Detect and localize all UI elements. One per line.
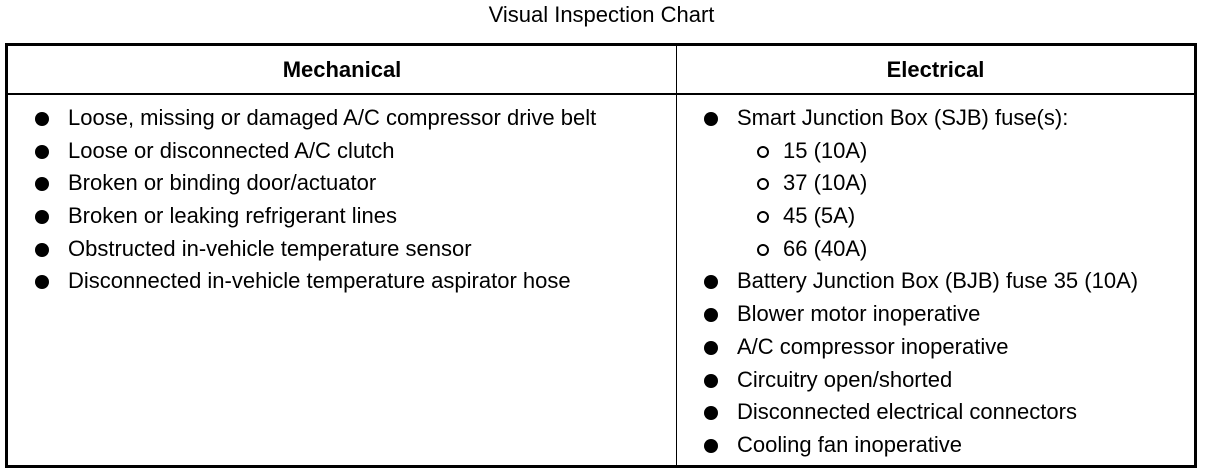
sub-list-item: 37 (10A)	[700, 167, 1200, 200]
bullet-icon	[35, 243, 49, 257]
bullet-icon	[704, 112, 718, 126]
bullet-icon	[35, 145, 49, 159]
bullet-icon	[35, 275, 49, 289]
hollow-bullet-icon	[757, 178, 769, 190]
list-item: Obstructed in-vehicle temperature sensor	[31, 233, 671, 266]
inspection-table	[5, 43, 1197, 468]
bullet-icon	[35, 177, 49, 191]
bullet-icon	[704, 308, 718, 322]
list-item: Disconnected in-vehicle temperature aspirator hose	[31, 265, 671, 298]
list-item: A/C compressor inoperative	[700, 331, 1200, 364]
list-item: Blower motor inoperative	[700, 298, 1200, 331]
bullet-icon	[704, 406, 718, 420]
electrical-header: Electrical	[886, 57, 985, 82]
bullet-icon	[35, 210, 49, 224]
table-header-row	[8, 46, 1194, 95]
bullet-icon	[704, 439, 718, 453]
list-item: Disconnected electrical connectors	[700, 396, 1200, 429]
list-item: Broken or binding door/actuator	[31, 167, 671, 200]
mechanical-header: Mechanical	[282, 57, 402, 82]
list-item: Battery Junction Box (BJB) fuse 35 (10A)	[700, 265, 1200, 298]
chart-title: Visual Inspection Chart	[488, 2, 715, 27]
list-item: Cooling fan inoperative	[700, 429, 1200, 462]
sub-list-item: 45 (5A)	[700, 200, 1200, 233]
bullet-icon	[35, 112, 49, 126]
list-item: Smart Junction Box (SJB) fuse(s):	[700, 102, 1200, 135]
sub-list-item: 66 (40A)	[700, 233, 1200, 266]
hollow-bullet-icon	[757, 146, 769, 158]
electrical-list	[700, 102, 1200, 462]
hollow-bullet-icon	[757, 211, 769, 223]
mechanical-column	[31, 102, 671, 298]
mechanical-list	[31, 102, 671, 298]
electrical-column	[700, 102, 1200, 462]
column-divider	[676, 46, 677, 465]
hollow-bullet-icon	[757, 244, 769, 256]
list-item: Loose or disconnected A/C clutch	[31, 135, 671, 168]
bullet-icon	[704, 341, 718, 355]
sub-list-item: 15 (10A)	[700, 135, 1200, 168]
bullet-icon	[704, 275, 718, 289]
list-item: Circuitry open/shorted	[700, 364, 1200, 397]
bullet-icon	[704, 374, 718, 388]
list-item: Broken or leaking refrigerant lines	[31, 200, 671, 233]
list-item: Loose, missing or damaged A/C compressor drive belt	[31, 102, 671, 135]
